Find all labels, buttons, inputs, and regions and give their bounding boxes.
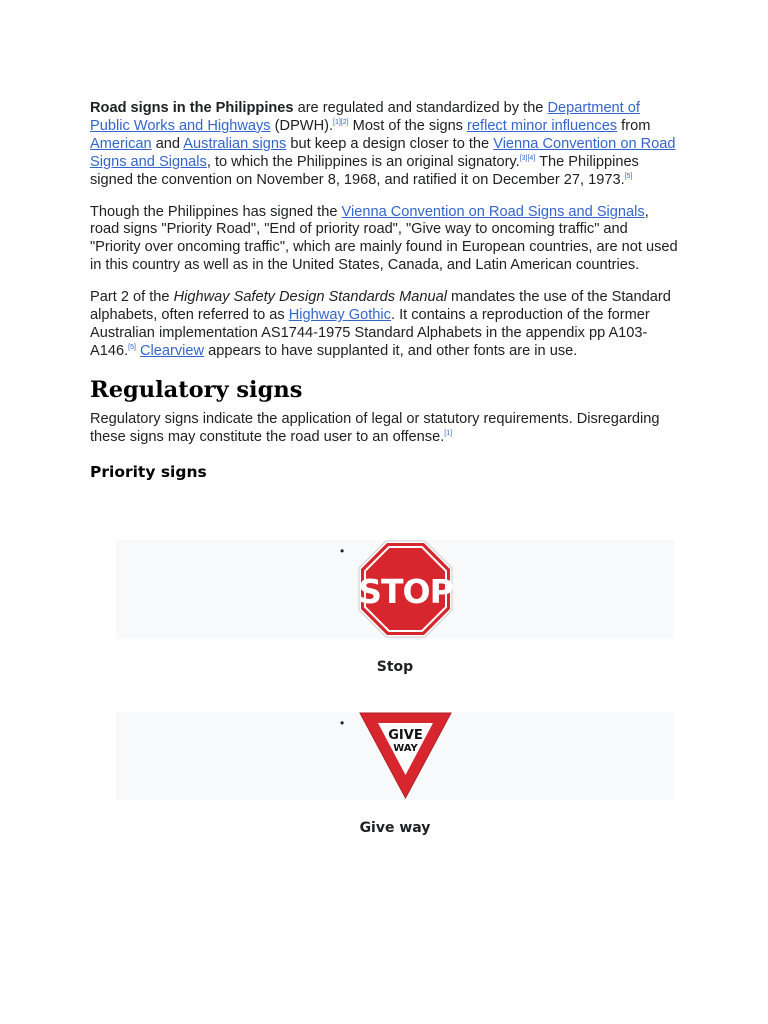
link-american[interactable]: American: [90, 135, 152, 152]
list-bullet: •: [340, 544, 345, 558]
vienna-paragraph: Though the Philippines has signed the Vienna Convention on Road Signs and Signals, road signs "Priority Road", "End of priority road", "Give way to oncoming traffic" and "Priority over oncoming traffic", which are mainly found in European countries, are not used in this country as well as in the United States, Canada, and Latin American countries.: [90, 203, 678, 274]
heading-regulatory-signs: Regulatory signs: [90, 376, 303, 403]
article-subject: Road signs in the Philippines: [90, 100, 294, 116]
manual-title: Highway Safety Design Standards Manual: [173, 289, 447, 306]
gallery-image-box[interactable]: [116, 540, 674, 639]
give-way-text-line2: WAY: [393, 743, 418, 754]
link-vienna-convention-2[interactable]: Vienna Convention on Road Signs and Signals: [341, 203, 645, 220]
citation-3-4[interactable]: [3][4]: [519, 154, 536, 162]
caption-give-way: Give way: [359, 820, 431, 836]
link-dpwh[interactable]: Department of Public Works and Highways: [90, 100, 640, 134]
link-highway-gothic[interactable]: Highway Gothic: [288, 307, 391, 324]
citation-5[interactable]: [5]: [624, 172, 633, 180]
citation-1[interactable]: [1]: [444, 429, 453, 437]
citation-1-2[interactable]: [1][2]: [333, 119, 349, 127]
caption-stop: Stop: [376, 659, 414, 675]
article-content: [90, 100, 680, 483]
list-bullet: •: [340, 716, 345, 730]
heading-priority-signs: Priority signs: [90, 462, 207, 481]
give-way-text-line1: GIVE: [388, 728, 423, 743]
stop-sign-text: STOP: [358, 572, 453, 611]
gallery-item-give-way: [116, 712, 674, 836]
citation-5b[interactable]: [5]: [128, 344, 136, 352]
link-australian-signs[interactable]: Australian signs: [183, 135, 287, 152]
stop-sign-icon[interactable]: [358, 540, 453, 638]
link-vienna-convention[interactable]: Vienna Convention on Road Signs and Signals: [90, 135, 676, 170]
link-reflect-minor-influences[interactable]: reflect minor influences: [467, 117, 618, 134]
fonts-paragraph: Part 2 of the Highway Safety Design Standards Manual mandates the use of the Standard alphabets, often referred to as Highway Gothic. It contains a reproduction of the former Australian implementation AS1744-1975 Standard Alphabets in the appendix pp A103-A146.[5] Clearview appears to have supplanted it, and other fonts are in use.: [90, 289, 671, 359]
intro-paragraph: Road signs in the Philippines are regulated and standardized by the Department of Public Works and Highways (DPWH).[1][2] Most of the signs reflect minor influences from American and Australian signs but keep a design closer to the Vienna Convention on Road Signs and Signals, to which the Philippines is an original signatory.[3][4] The Philippines signed the convention on November 8, 1968, and ratified it on December 27, 1973.[5]: [90, 100, 676, 188]
give-way-sign-icon[interactable]: [358, 712, 453, 800]
gallery-item-stop: [116, 540, 674, 675]
gallery-image-box[interactable]: [116, 712, 674, 800]
link-clearview[interactable]: Clearview: [140, 342, 205, 359]
regulatory-paragraph: Regulatory signs indicate the application of legal or statutory requirements. Disregarding these signs may constitute the road user to an offense.[1]: [90, 410, 660, 445]
